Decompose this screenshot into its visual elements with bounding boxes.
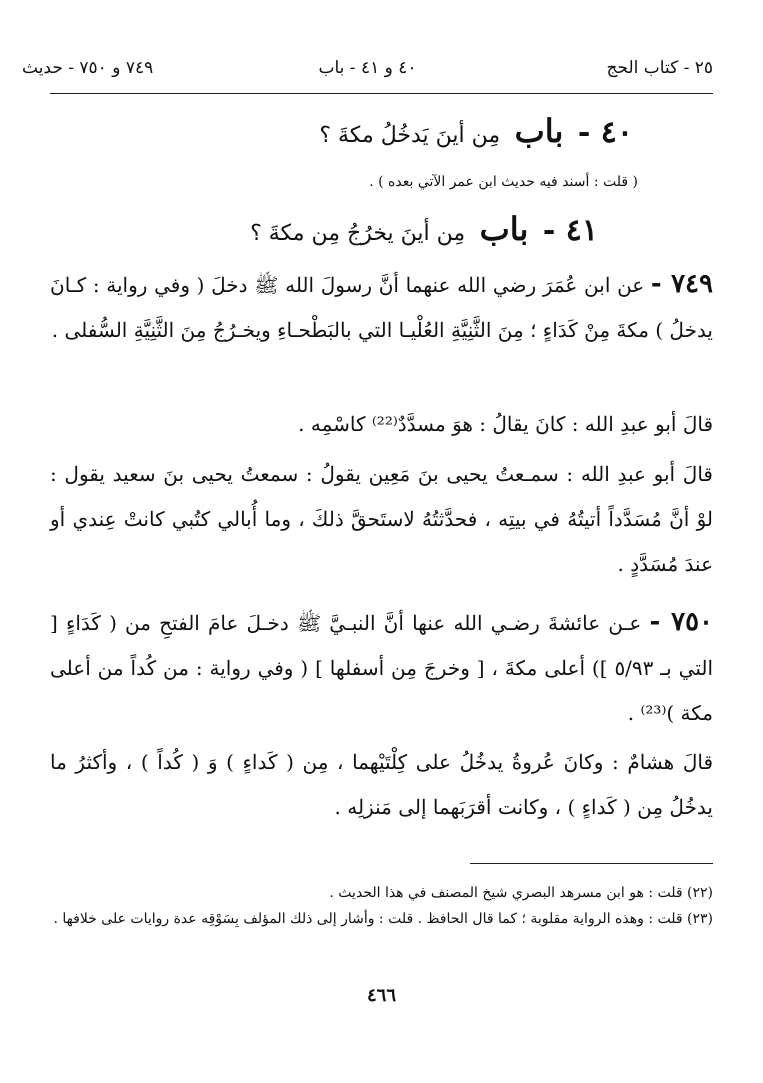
chapter-title: مِن أينَ يخرُجُ مِن مكةَ ؟ xyxy=(250,221,466,246)
footnote: (٢٢) قلت : هو ابن مسرهد البصري شيخ المصنف في هذا الحديث . xyxy=(329,885,713,901)
header-hadith-ref: ٧٤٩ و ٧٥٠ - حديث xyxy=(22,58,154,78)
footnote: (٢٣) قلت : وهذه الرواية مقلوبة ؛ كما قال الحافظ . قلت : وأشار إلى ذلك المؤلف بِسَوْقِه عدة روايات على خلافها . xyxy=(53,911,713,927)
chapter-number: ٤١ xyxy=(565,213,598,248)
commentary-paragraph: قالَ أبو عبدِ الله : سمـعتُ يحيى بنَ مَعِين يقولُ : سمعتُ يحيى بنَ سعيد يقول : لوْ أنَّ مُسَدَّداً أتيتُهُ في بيتِه ، فحدَّثتُهُ لاستَحقَّ ذلكَ ، وما أُبالي كتُبي كانتْ عِندي أو عندَ مُسَدَّدٍ . xyxy=(50,462,713,576)
commentary-paragraph: قالَ هشامٌ : وكانَ عُروةُ يدخُلُ على كِلْتَيْهما ، مِن ( كَداءٍ ) وَ ( كُداً ) ، وأكثرُ ما يدخُلُ مِن ( كَداءٍ ) ، وكانت أقرَبَهما إلى مَنزلِه . xyxy=(50,750,713,819)
chapter-title: مِن أينَ يَدخُلُ مكةَ ؟ xyxy=(319,123,501,148)
hadith-749 xyxy=(50,262,713,353)
running-header xyxy=(22,58,713,88)
hadith-text: عن ابن عُمَرَ رضي الله عنهما أنَّ رسولَ الله ﷺ دخلَ ( وفي رواية : كـانَ يدخلُ ) مكةَ مِنْ كَدَاءٍ ؛ مِنَ الثَّنِيَّةِ العُلْيـا التي بالبَطْحـاءِ ويخـرُجُ مِنَ الثَّنِيَّةِ السُّفلى . xyxy=(50,273,713,342)
chapter-word: باب xyxy=(514,112,564,150)
footnotes xyxy=(50,880,713,932)
hadith-number: ٧٤٩ - xyxy=(650,269,713,299)
hadith-text: عـن عائشةَ رضـي الله عنها أنَّ النبـيَّ ﷺ دخـلَ عامَ الفتحِ من ( كَدَاءٍ [ التي بـ ٥/٩٣ ]) أعلى مكةَ ، [ وخرجَ مِن أسفلها ] ( وفي رواية : من كُداً من أعلى مكة )⁽²³⁾ . xyxy=(50,611,713,725)
chapter-word: باب xyxy=(479,210,529,248)
chapter-dash: - xyxy=(542,213,556,248)
header-chapter-ref: ٤٠ و ٤١ - باب xyxy=(318,58,417,78)
chapter-heading-40 xyxy=(50,112,633,150)
chapter-dash: - xyxy=(577,115,591,150)
chapter-heading-41 xyxy=(50,210,598,248)
header-book-title: ٢٥ - كتاب الحج xyxy=(606,58,713,78)
chapter-number: ٤٠ xyxy=(600,115,633,150)
chapter-note: ( قلت : أسند فيه حديث ابن عمر الآتي بعده ) . xyxy=(369,174,638,190)
footnote-rule xyxy=(470,863,713,864)
hadith-750 xyxy=(50,600,713,736)
hadith-number: ٧٥٠ - xyxy=(649,607,714,637)
header-rule xyxy=(50,93,713,94)
commentary-paragraph: قالَ أبو عبدِ الله : كانَ يقالُ : هوَ مسدَّدٌ⁽²²⁾ كاسْمِه . xyxy=(298,412,713,436)
page-number: ٤٦٦ xyxy=(366,985,396,1006)
